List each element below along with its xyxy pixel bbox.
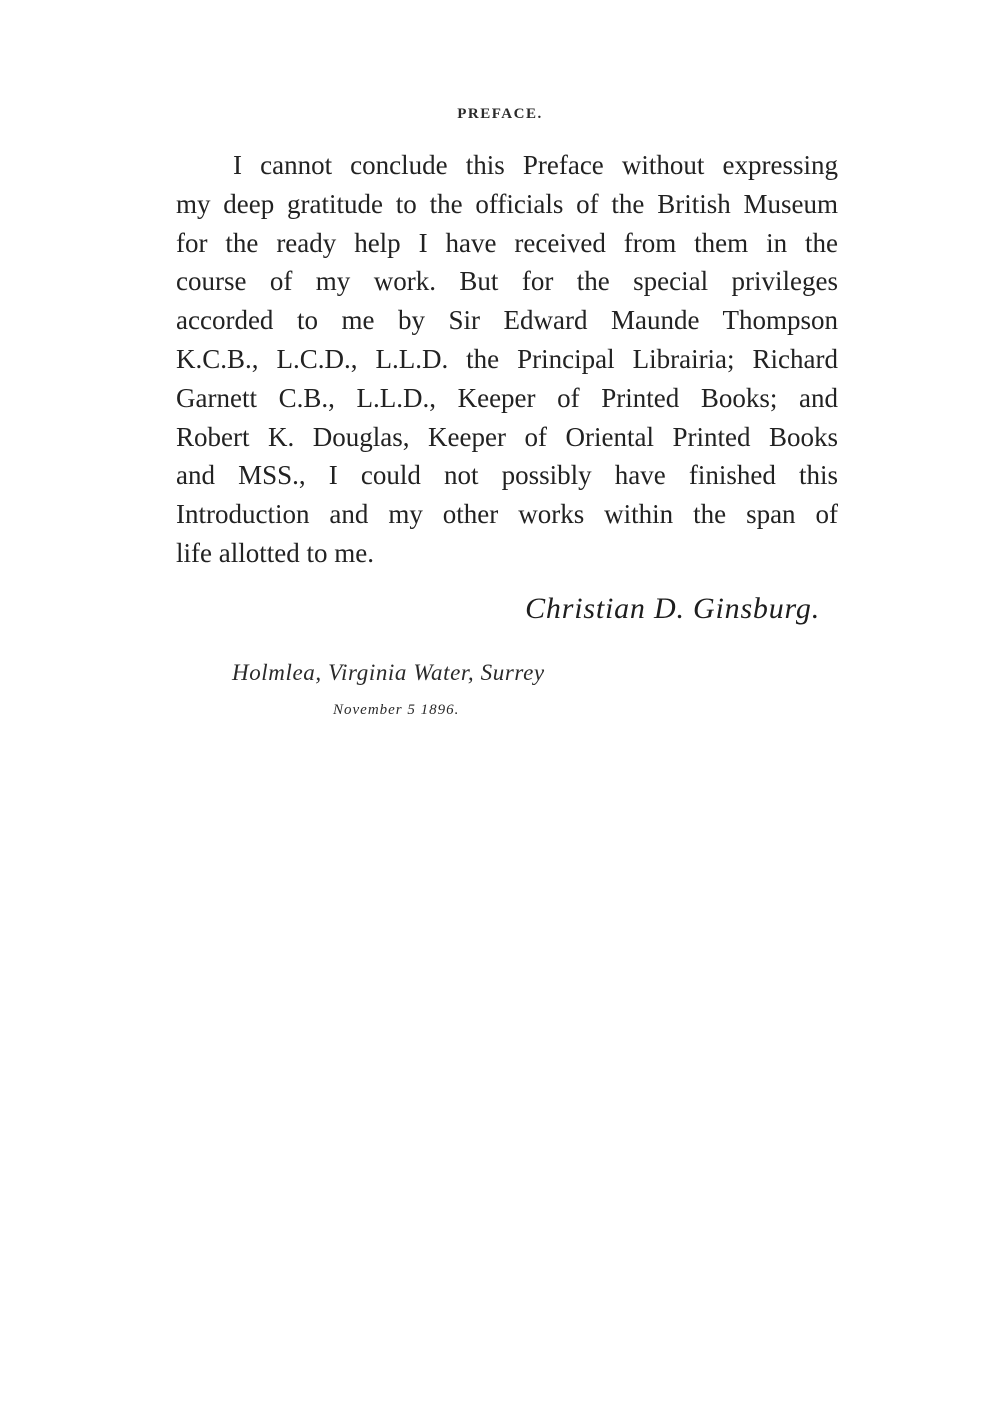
paragraph-line: accorded to me by Sir Edward Maunde Thompson — [176, 305, 838, 336]
paragraph-line: I cannot conclude this Preface without expressing — [233, 150, 838, 180]
paragraph-line: Introduction and my other works within the span of — [176, 499, 838, 530]
paragraph-line: my deep gratitude to the officials of the British Museum — [176, 188, 838, 219]
paragraph-line: Garnett C.B., L.L.D., Keeper of Printed Books; and — [176, 382, 838, 413]
paragraph-line: Robert K. Douglas, Keeper of Oriental Printed Books — [176, 421, 838, 452]
running-head: PREFACE. — [457, 106, 543, 122]
paragraph-line: course of my work. But for the special privileges — [176, 266, 838, 297]
paragraph-line: life allotted to me. — [176, 537, 374, 568]
author-signature: Christian D. Ginsburg. — [525, 592, 820, 625]
preface-paragraph — [176, 146, 838, 573]
date-line: November 5 1896. — [333, 702, 460, 718]
paragraph-line: and MSS., I could not possibly have finished this — [176, 460, 838, 491]
place-line: Holmlea, Virginia Water, Surrey — [232, 660, 545, 685]
paragraph-line: K.C.B., L.C.D., L.L.D. the Principal Librairia; Richard — [176, 343, 838, 374]
paragraph-line: for the ready help I have received from them in the — [176, 227, 838, 258]
